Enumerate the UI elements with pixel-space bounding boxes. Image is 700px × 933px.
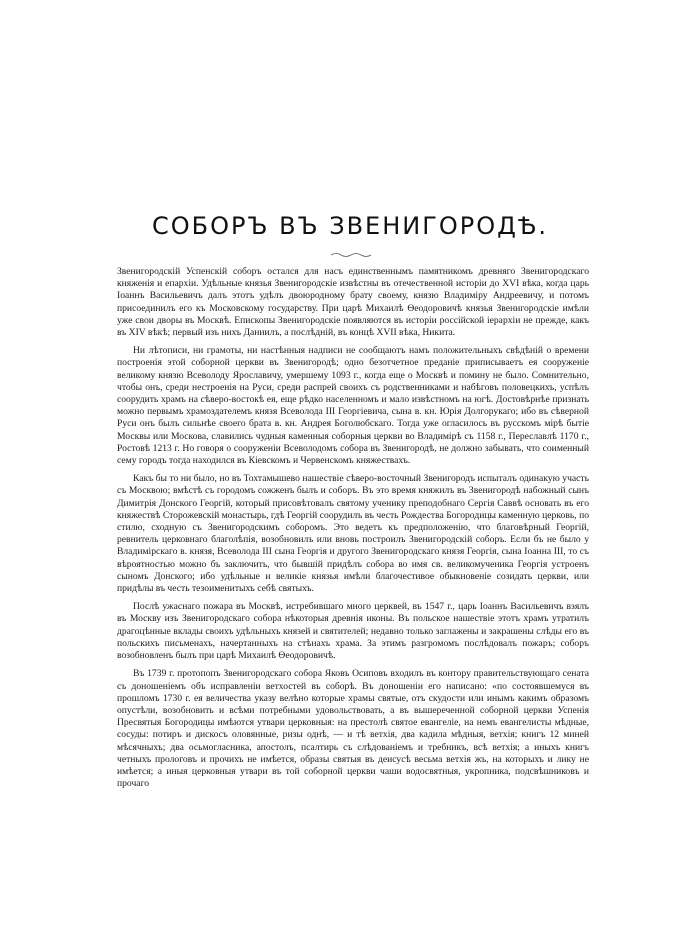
paragraph-2: Ни лѣтописи, ни грамоты, ни настѣнныя надписи не сообщаютъ намъ положительныхъ свѣдѣній о времени построенія этой соборной церкви въ Звенигородѣ; одно безотчетное преданіе приписываетъ ея сооруженіе великому князю Всеволоду Ярославичу, умершему 1093 г., когда еще о Москвѣ и помину не было. Сомнительно, чтобы онъ, среди нестроенія на Руси, среди распрей своихъ съ родственниками и набѣговъ половецкихъ, успѣлъ соорудить храмъ на сѣверо-востокѣ ея, еще рѣдко населенномъ и мало извѣстномъ на югѣ. Достовѣрнѣе признать можно первымъ храмоздателемъ князя Всеволода III Георгіевича, сына в. кн. Юрія Долгорукаго; ибо въ сѣверной Руси онъ былъ сильнѣе своего брата в. кн. Андрея Боголюбскаго. Тогда уже огласилось въ русскомъ мірѣ бытіе Москвы или Москова, славились чудныя каменныя соборныя церкви во Владимірѣ съ 1158 г., Переславлѣ 1170 г., Ростовѣ 1213 г. Но говоря о сооруженіи Всеволодомъ собора въ Звенигородѣ, не должно забывать, что соименный сему городъ тогда находился въ Кіевскомъ и Червенскомъ княжествахъ. xyxy=(117,345,589,467)
paragraph-1: Звенигородскій Успенскій соборъ остался для насъ единственнымъ памятникомъ древняго Звенигородскаго княженія и епархіи. Удѣльные князья Звенигородскіе извѣстны въ отечественной исторіи до XVI вѣка, когда царь Іоаннъ Васильевичъ далъ этотъ удѣлъ двоюродному брату своему, князю Владиміру Андреевичу, и потомъ присоединилъ его къ Московскому государству. При царѣ Михаилѣ Ѳеодоровичѣ князья Звенигородскіе имѣли уже свои дворы въ Москвѣ. Епископы Звенигородскіе появляются въ исторіи россійской іерархіи не прежде, какъ въ XIV вѣкѣ; первый изъ нихъ Даниилъ, а послѣдній, въ концѣ XVII вѣка, Никита. xyxy=(117,266,589,339)
paragraph-4: Послѣ ужаснаго пожара въ Москвѣ, истребившаго много церквей, въ 1547 г., царь Іоаннъ Васильевичъ взялъ въ Москву изъ Звенигородскаго собора нѣкоторыя древнія иконы. Въ польское нашествіе этотъ храмъ утратилъ драгоцѣнные вклады своихъ удѣльныхъ князей и святителей; недавно только заглажены и закрашены слѣды его въ польскихъ письменахъ, начертанныхъ на стѣнахъ храма. За этимъ разгромомъ послѣдовалъ пожаръ; соборъ возобновленъ былъ при царѣ Михаилѣ Ѳеодоровичѣ. xyxy=(117,601,589,662)
paragraph-5: Въ 1739 г. протопопъ Звенигородскаго собора Яковъ Осиповъ входилъ въ контору правительствующаго сената съ доношеніемъ объ исправленіи ветхостей въ соборѣ. Въ доношеніи его написано: «по состоявшемуся въ прошломъ 1730 г. ея величества указу велѣно которые храмы святые, отъ скудости или инымъ какимъ образомъ опустѣли, возобновить и всѣми потребными удовольствовать, а въ вышереченной соборной церкви Успенія Пресвятыя Богородицы имѣются утвари церковныя: на престолѣ святое евангеліе, на немъ евангелисты мѣдные, сосуды: потиръ и дискосъ оловянные, ризы однѣ, — и тѣ ветхія, два кадила мѣдныя, ветхія; книгъ 12 миней мѣсячныхъ; два осьмогласника, апостолъ, псалтирь съ слѣдованіемъ и требникъ, всѣ ветхія; а иныхъ книгъ четныхъ прологовъ и прочихъ не имѣется, образы святыя въ деисусѣ весьма ветхія жъ, на которыхъ и лику не имѣется; а иныя церковныя утвари въ той соборной церкви чаши водосвятныя, укропника, подсвѣшниковъ и прочаго xyxy=(117,668,589,790)
page-title: СОБОРЪ ВЪ ЗВЕНИГОРОДѢ. xyxy=(152,212,548,240)
title-ornament-icon xyxy=(331,252,371,258)
article-body xyxy=(117,266,589,796)
paragraph-3: Какъ бы то ни было, но въ Тохтамышево нашествіе сѣверо-восточный Звенигородъ испыталъ одинакую участь съ Москвою; вмѣстѣ съ городомъ сожженъ былъ и соборъ. Въ это время княжилъ въ Звенигородѣ набожный сынъ Димитрія Донского Георгій, который присовѣтовалъ святому ученику преподобнаго Сергія Саввѣ основать въ его княжествѣ Сторожевскій монастырь, гдѣ Георгій соорудилъ въ честь Рождества Богородицы каменную церковь, по стилю, сходную съ Звенигородскимъ соборомъ. Это ведетъ къ предположенію, что благовѣрный Георгій, ревнитель церковнаго благолѣпія, возобновилъ или вновь построилъ Звенигородскій соборъ. Если бъ не было у Владимірскаго в. князя, Всеволода III сына Георгія и другого Звенигородскаго князя Георгія, сына Іоанна III, то съ вѣроятностью можно бъ заключить, что бывшій придѣлъ собора во имя св. великомученика Георгія устроенъ сыномъ Донского; ибо удѣльные и великіе князья имѣли благочестивое обыкновеніе созидать церкви, или придѣлы въ честь тезоименитыхъ себѣ святыхъ. xyxy=(117,473,589,595)
